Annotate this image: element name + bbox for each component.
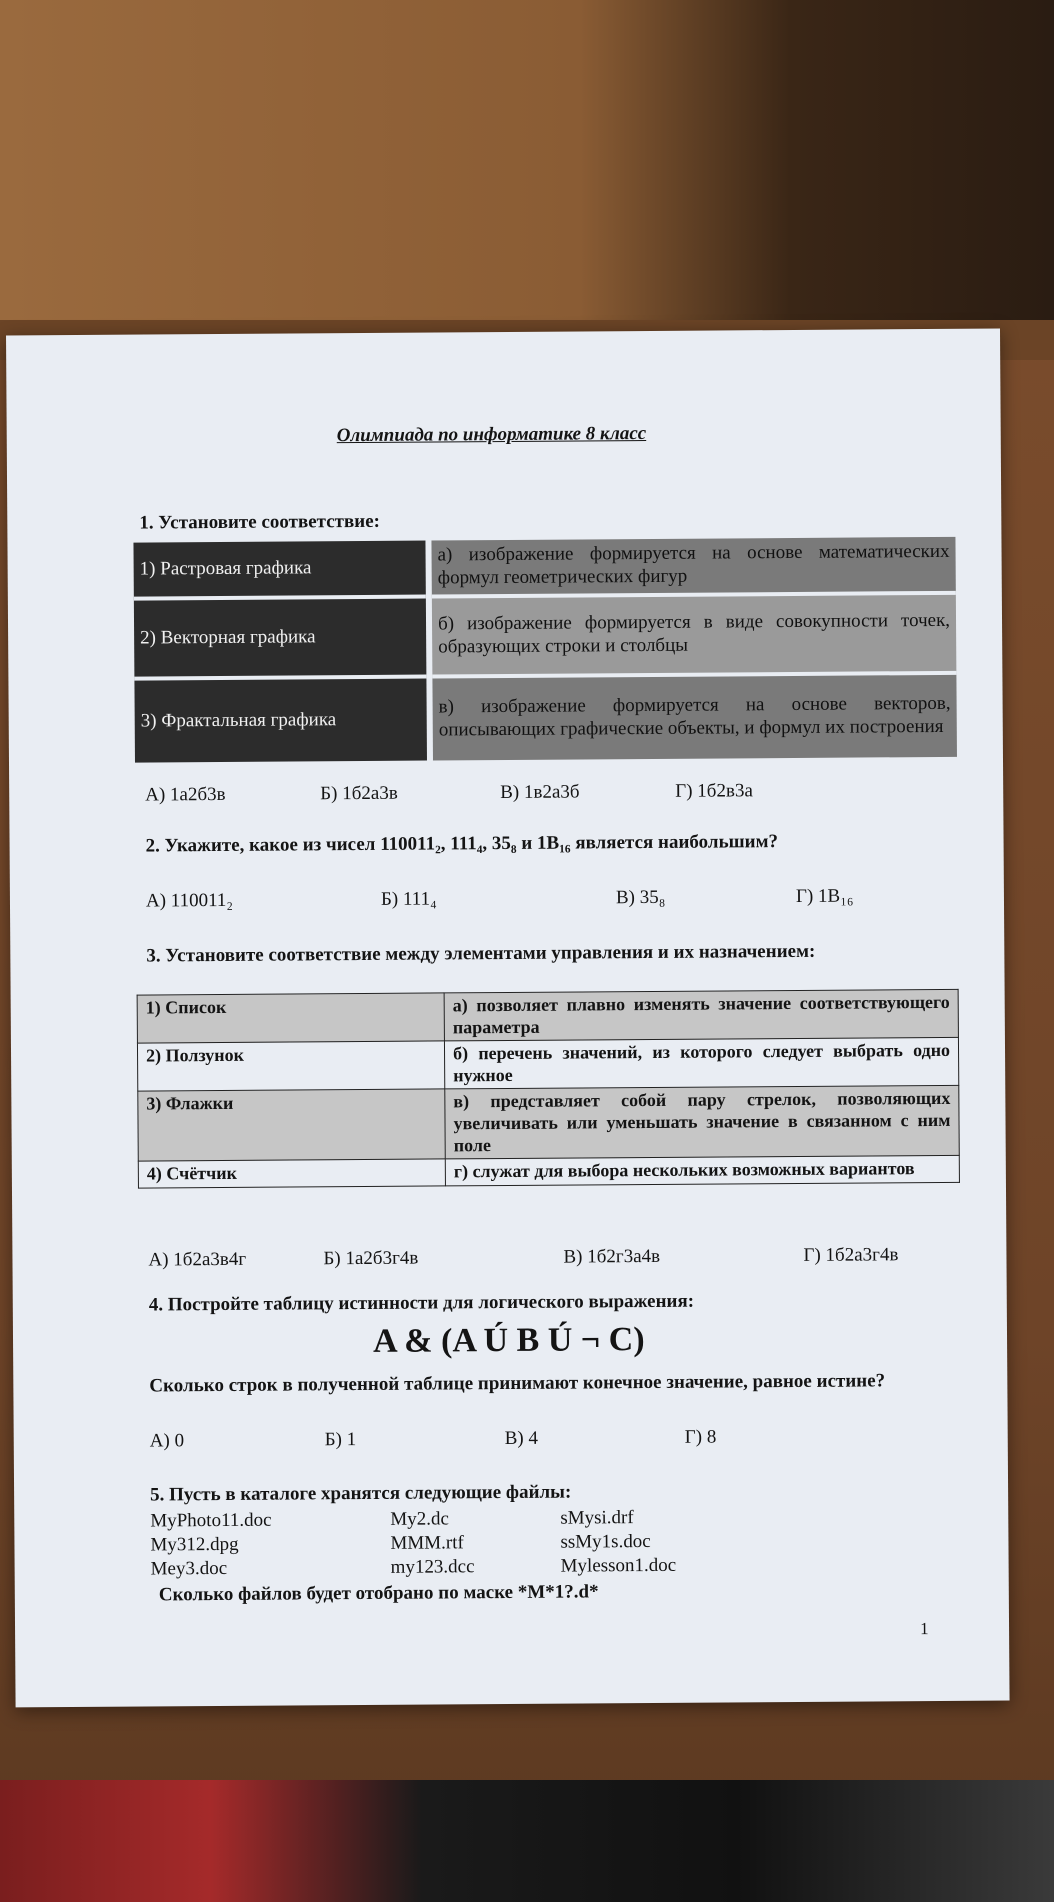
answer-option: А) 0 — [149, 1430, 185, 1452]
answer-option: Б) 1 — [324, 1429, 357, 1451]
q3-row — [137, 1038, 958, 1092]
q3-row — [138, 1155, 959, 1187]
file-name: sMysi.drf — [560, 1507, 634, 1529]
answer-option: В) 4 — [504, 1427, 539, 1450]
answer-option: Г) 1б2в3а — [675, 780, 753, 802]
answer-option: Г) 1б2а3г4в — [803, 1244, 899, 1266]
q1-row — [134, 673, 957, 765]
answer-option: А) 1б2а3в4г — [148, 1248, 247, 1271]
q5-heading: 5. Пусть в каталоге хранятся следующие файлы: — [150, 1481, 572, 1506]
background-wall — [0, 0, 1054, 330]
file-list — [150, 1506, 851, 1591]
q1-row — [134, 593, 957, 679]
q3-left-cell: 1) Список — [137, 993, 444, 1043]
file-name: Mylesson1.doc — [560, 1554, 677, 1577]
answer-option: В) 1б2г3а4в — [563, 1245, 661, 1268]
q1-right-cell: в) изображение формируется на основе векторов, описывающих графические объекты, и формул их построения — [429, 673, 957, 763]
q3-right-cell: в) представляет собой пару стрелок, позволяющих увеличивать или уменьшать значение в связанном с ним поле — [445, 1086, 959, 1159]
answer-option: Г) 8 — [684, 1426, 717, 1448]
answer-option: А) 1а2б3в — [145, 783, 226, 806]
answer-option: А) 110011₂ — [145, 889, 234, 912]
q1-table — [133, 537, 957, 767]
file-name: MMM.rtf — [390, 1532, 464, 1554]
file-name: My2.dc — [390, 1508, 449, 1530]
answer-option: В) 35₈ — [615, 886, 666, 909]
q1-right-cell: а) изображение формируется на основе математических формул геометрических фигур — [428, 537, 955, 597]
logic-formula: A & (A Ú B Ú ¬ C) — [372, 1321, 645, 1360]
page-title: Олимпиада по информатике 8 класс — [336, 423, 647, 447]
answer-option: Б) 1а2б3г4в — [323, 1247, 419, 1270]
q3-row — [138, 1086, 959, 1162]
file-name: Mey3.doc — [150, 1557, 228, 1580]
q3-table — [137, 989, 960, 1188]
q4-answers — [150, 1425, 950, 1457]
q4-question: Сколько строк в полученной таблице принимают конечное значение, равное истине? — [149, 1370, 886, 1397]
exam-sheet — [6, 329, 1010, 1708]
page-number: 1 — [919, 1619, 929, 1639]
q1-answers — [145, 779, 945, 811]
q3-left-cell: 4) Счётчик — [138, 1159, 445, 1188]
q3-right-cell: а) позволяет плавно изменять значение соответствующего параметра — [444, 989, 958, 1041]
q1-left-cell: 2) Векторная графика — [134, 597, 430, 679]
q3-left-cell: 2) Ползунок — [137, 1041, 444, 1091]
background-floor — [0, 1780, 1054, 1902]
q1-heading: 1. Установите соответствие: — [139, 510, 381, 534]
file-name: My312.dpg — [150, 1533, 239, 1556]
q1-right-cell: б) изображение формируется в виде совокупности точек, образующих строки и столбцы — [429, 593, 957, 677]
q3-row — [137, 989, 958, 1043]
q1-left-cell: 3) Фрактальная графика — [134, 677, 430, 765]
file-name: MyPhoto11.doc — [150, 1509, 272, 1532]
answer-option: Б) 111₄ — [380, 888, 437, 910]
q5-question: Сколько файлов будет отобрано по маске *M*1?.d* — [158, 1581, 599, 1606]
q3-heading: 3. Установите соответствие между элементами управления и их назначением: — [146, 940, 816, 967]
q1-row — [133, 537, 955, 599]
q4-heading: 4. Постройте таблицу истинности для логического выражения: — [148, 1290, 695, 1316]
q3-answers — [148, 1244, 968, 1276]
q3-left-cell: 3) Флажки — [138, 1089, 445, 1161]
answer-option: Г) 1В₁₆ — [795, 885, 854, 907]
answer-option: В) 1в2а3б — [500, 781, 580, 804]
q2-answers — [146, 885, 946, 917]
file-name: my123.dcc — [390, 1556, 475, 1578]
q2-heading: 2. Укажите, какое из чисел 110011₂, 111₄, 35₈ и 1В₁₆ является наибольшим? — [145, 831, 779, 857]
answer-option: Б) 1б2а3в — [320, 782, 398, 805]
q3-right-cell: б) перечень значений, из которого следует выбрать одно нужное — [444, 1038, 958, 1090]
file-name: ssMy1s.doc — [560, 1530, 651, 1553]
q3-right-cell: г) служат для выбора нескольких возможных вариантов — [445, 1155, 959, 1185]
q1-left-cell: 1) Растровая графика — [133, 541, 428, 599]
